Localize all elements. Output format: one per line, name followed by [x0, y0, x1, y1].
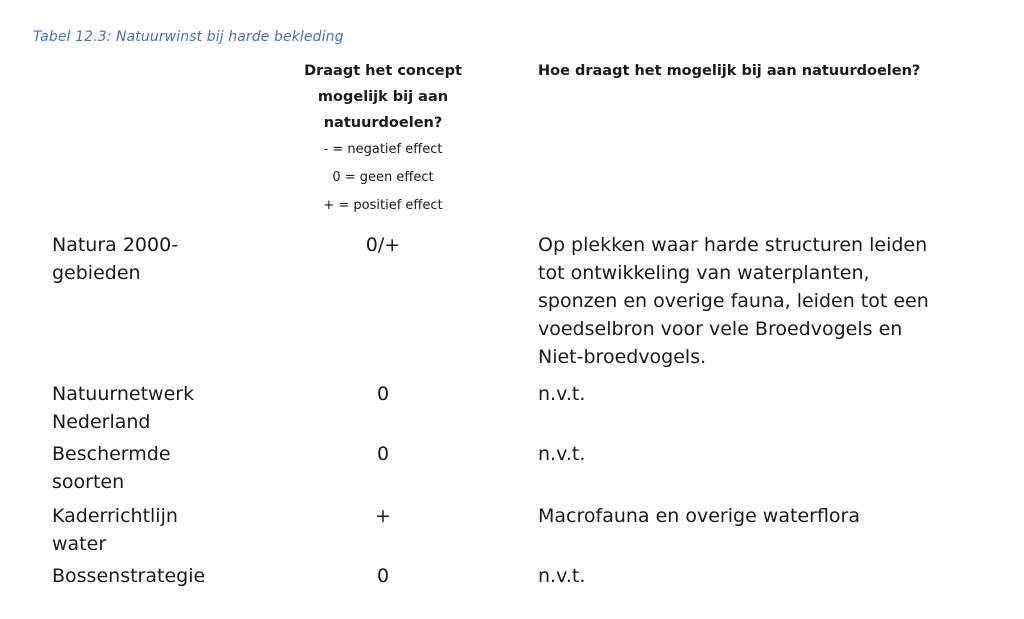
area-line: Beschermde [52, 443, 171, 465]
area-cell [52, 380, 252, 436]
value-cell: 0 [376, 443, 390, 465]
column-header-line: natuurdoelen? [323, 115, 443, 131]
description-cell [538, 502, 1008, 530]
area-cell [52, 502, 252, 558]
table-caption: Tabel 12.3: Natuurwinst bij harde bekleding [33, 29, 344, 45]
value-cell: + [375, 505, 391, 527]
description-line: Op plekken waar harde structuren leiden [538, 234, 928, 256]
value-cell: 0 [376, 565, 390, 587]
area-line: Bossenstrategie [52, 565, 206, 587]
area-line: water [52, 533, 107, 555]
description-cell [538, 231, 1008, 371]
column-header-line: Draagt het concept [304, 63, 462, 79]
description-line: Macrofauna en overige waterflora [538, 505, 860, 527]
area-line: soorten [52, 471, 125, 493]
legend-neutral: 0 = geen effect [332, 170, 434, 185]
area-line: Natura 2000- [52, 234, 179, 256]
legend-negative: - = negatief effect [323, 142, 443, 157]
column-header-contribution [258, 58, 508, 220]
description-cell [538, 440, 1008, 468]
value-cell: 0 [376, 383, 390, 405]
area-cell [52, 562, 252, 590]
area-cell [52, 231, 252, 287]
area-line: Kaderrichtlijn [52, 505, 178, 527]
area-line: gebieden [52, 262, 141, 284]
description-line: sponzen en overige fauna, leiden tot een [538, 290, 929, 312]
description-line: n.v.t. [538, 383, 586, 405]
description-line: n.v.t. [538, 443, 586, 465]
description-line: voedselbron voor vele Broedvogels en [538, 318, 903, 340]
column-header-line: mogelijk bij aan [317, 89, 449, 105]
description-line: tot ontwikkeling van waterplanten, [538, 262, 870, 284]
area-line: Nederland [52, 411, 151, 433]
area-line: Natuurnetwerk [52, 383, 195, 405]
description-cell [538, 562, 1008, 590]
description-cell [538, 380, 1008, 408]
column-header-how: Hoe draagt het mogelijk bij aan natuurdoelen? [538, 63, 921, 79]
description-line: n.v.t. [538, 565, 586, 587]
description-line: Niet-broedvogels. [538, 346, 707, 368]
legend-positive: + = positief effect [323, 198, 443, 213]
area-cell [52, 440, 252, 496]
value-cell: 0/+ [365, 234, 401, 256]
